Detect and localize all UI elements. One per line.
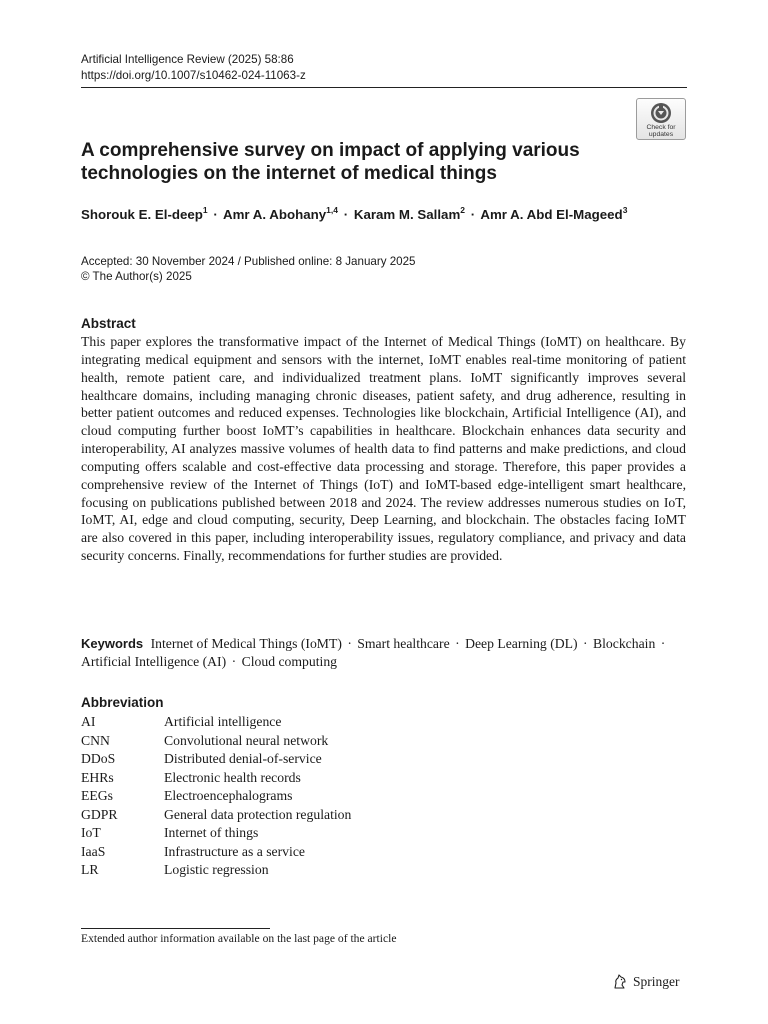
publisher-logo <box>612 974 680 990</box>
keyword-item: Blockchain <box>592 636 656 651</box>
keywords-label: Keywords <box>81 636 144 651</box>
abbreviation-row: GDPR General data protection regulation <box>81 806 352 822</box>
author-1[interactable]: Shorouk E. El-deep$^1$ <box>81 205 208 222</box>
abstract-text: This paper explores the transformative impact of the Internet of Medical Things (IoMT) on healthcare. By integrating medical equipment and sensors with the internet, IoMT enables real-time monitoring of patient health, remote patient care, and individualized treatment plans. IoMT significantly improves several healthcare domains, including managing chronic diseases, patient safety, and drug adherence, resulting in better patient outcomes and reduced expenses. Technologies like blockchain, Artificial Intelligence (AI), and cloud computing further boost IoMT’s capabilities in healthcare. Blockchain enhances data security and interoperability, AI analyzes massive volumes of health data to find patterns and make predictions, and cloud computing offers scalable and cost-effective data processing and storage. Therefore, this paper provides a comprehensive review of the Internet of Things (IoT) and IoMT-based edge-intelligent smart healthcare, focusing on publications published between 2018 and 2024. The review addresses numerous studies on IoT, IoMT, AI, edge and cloud computing, security, Deep Learning, and blockchain. The obstacles facing IoMT are also covered in this paper, including interoperability issues, regulatory compliance, and privacy and data security concerns. Finally, recommendations for further studies are provided. <box>81 334 686 564</box>
accepted-published-line: Accepted: 30 November 2024 / Published online: 8 January 2025 <box>81 255 416 268</box>
abbreviation-table <box>81 713 581 880</box>
journal-citation: Artificial Intelligence Review (2025) 58:86 <box>81 53 294 66</box>
keyword-item: Artificial Intelligence (AI) <box>81 653 227 669</box>
author-4[interactable]: Amr A. Abd El-Mageed$^3$ <box>480 205 628 222</box>
footnote-divider <box>81 928 270 929</box>
abbreviation-row: EEGs Electroencephalograms <box>81 788 293 803</box>
journal-header <box>81 52 687 83</box>
abbreviation-row: IoT Internet of things <box>81 825 259 840</box>
publisher-name: Springer <box>633 974 680 989</box>
publication-dates <box>81 254 416 284</box>
author-3[interactable]: Karam M. Sallam$^2$ <box>353 205 465 222</box>
badge-text-line1: Check for <box>646 124 676 131</box>
keyword-item: Internet of Medical Things (IoMT) <box>150 636 342 651</box>
author-2[interactable]: Amr A. Abohany$^{1,4}$ <box>222 205 338 222</box>
abbreviation-heading: Abbreviation <box>81 695 164 710</box>
keywords-section: Keywords Internet of Medical Things (IoMT) · Smart healthcare · Deep Learning (DL) · Blockchain · Artificial Intelligence (AI) · Cloud computing <box>81 636 666 669</box>
keyword-item: Cloud computing <box>241 653 338 669</box>
copyright-line: © The Author(s) 2025 <box>81 270 192 283</box>
abbreviation-row: AI Artificial intelligence <box>81 714 282 729</box>
abbreviation-row: DDoS Distributed denial-of-service <box>81 751 322 766</box>
paper-title: A comprehensive survey on impact of applying various technologies on the internet of medical things <box>81 140 580 184</box>
doi-link[interactable]: https://doi.org/10.1007/s10462-024-11063-z <box>81 68 306 82</box>
keyword-item: Deep Learning (DL) <box>465 636 578 651</box>
footnote: Extended author information available on the last page of the article <box>81 932 397 945</box>
abbreviation-row: LR Logistic regression <box>81 862 269 877</box>
author-list: Shorouk E. El-deep$^1$ · Amr A. Abohany$^{1,4}$ · Karam M. Sallam$^2$ · Amr A. Abd El-Mageed$^3$ <box>81 205 628 222</box>
abbreviation-row: CNN Convolutional neural network <box>81 732 329 748</box>
badge-text-line2: updates <box>648 131 674 138</box>
abbreviation-row: IaaS Infrastructure as a service <box>81 843 305 859</box>
header-divider <box>81 87 687 88</box>
check-for-updates-icon <box>650 102 672 124</box>
springer-horse-icon <box>612 974 628 990</box>
keyword-item: Smart healthcare <box>357 636 450 651</box>
check-for-updates-badge[interactable] <box>636 98 686 140</box>
abstract-heading: Abstract <box>81 316 136 331</box>
abbreviation-row: EHRs Electronic health records <box>81 769 301 785</box>
